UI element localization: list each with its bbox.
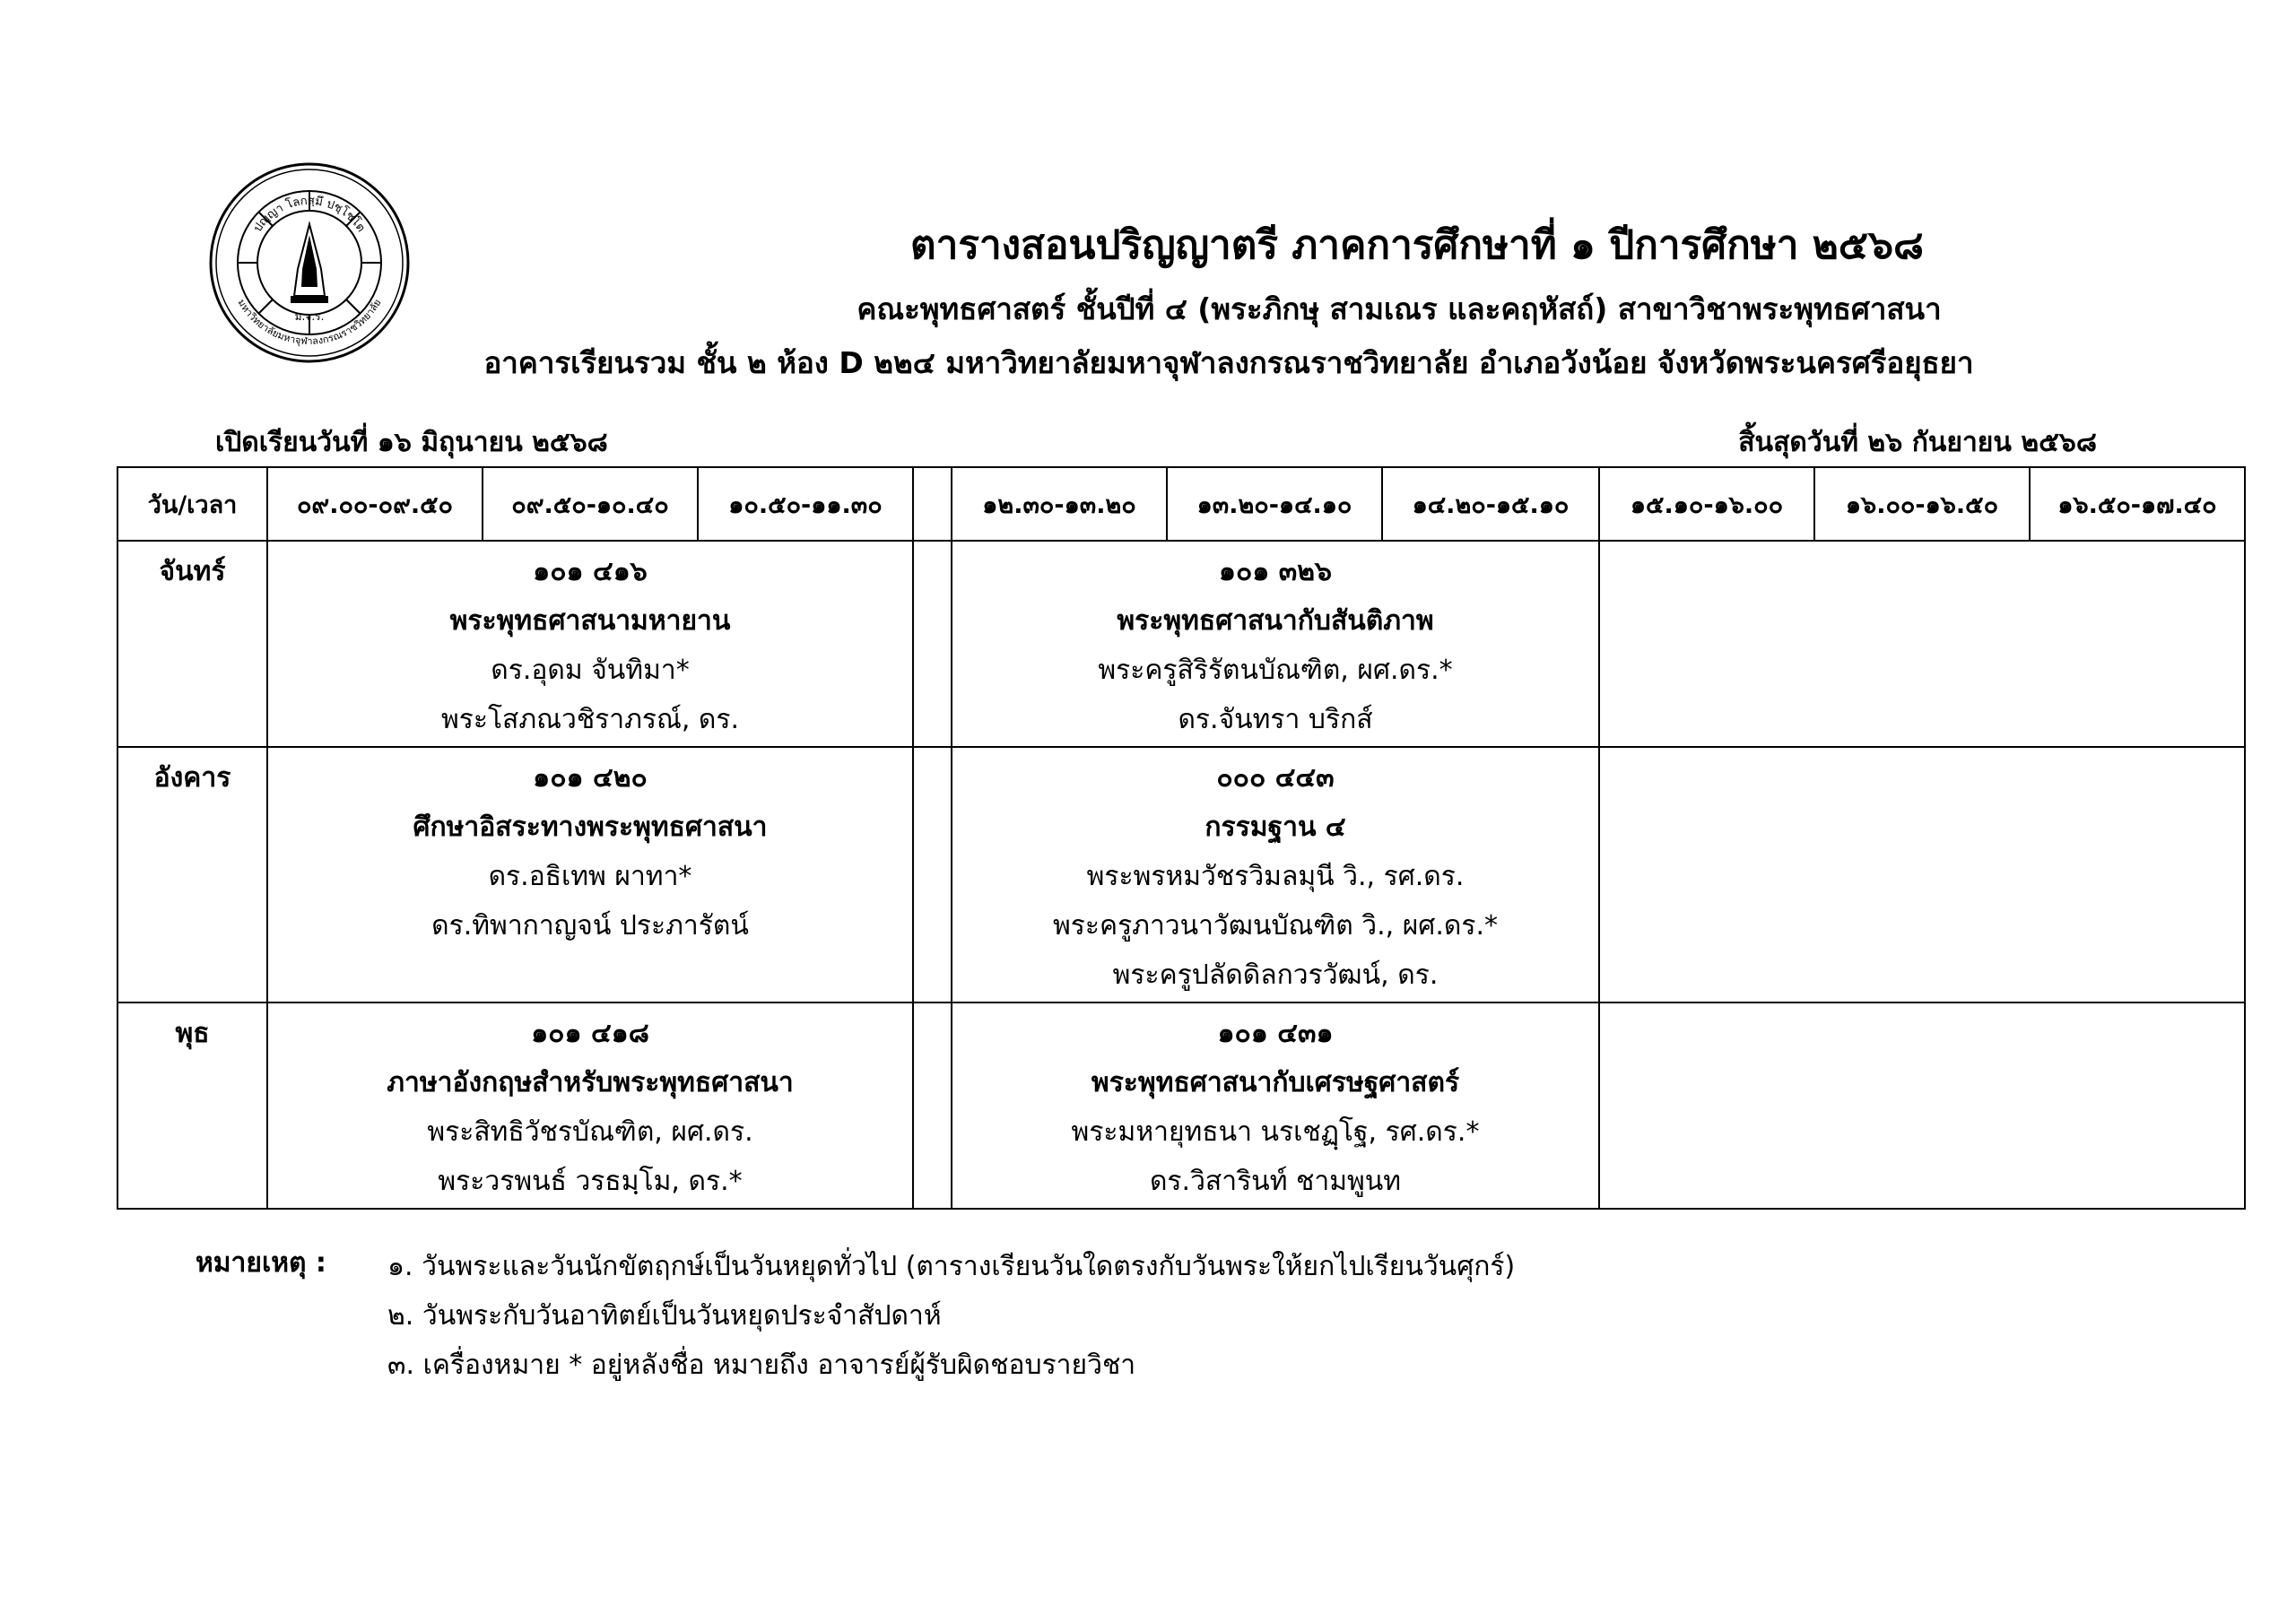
table-row — [117, 747, 2245, 1002]
table-row — [117, 1002, 2245, 1209]
course-title: พระพุทธศาสนากับสันติภาพ — [1117, 605, 1434, 637]
slot-header: ๑๓.๒๐-๑๔.๑๐ — [1167, 467, 1382, 541]
course-code: ๑๐๑ ๔๒๐ — [533, 762, 648, 794]
open-date: เปิดเรียนวันที่ ๑๖ มิถุนายน ๒๕๖๘ — [215, 427, 608, 458]
instructor: พระโสภณวชิราภรณ์, ดร. — [440, 704, 740, 735]
faculty-line: คณะพุทธศาสตร์ ชั้นปีที่ ๔ (พระภิกษุ สามเณร และคฤหัสถ์) สาขาวิชาพระพุทธศาสนา — [857, 291, 1942, 326]
table-row — [117, 541, 2245, 747]
logo-arc-text: ปญฺญา โลกสฺมึ ปชฺโชโต — [251, 194, 368, 235]
day-label: จันทร์ — [117, 541, 267, 747]
instructor: พระครูสิริรัตนบัณฑิต, ผศ.ดร.* — [1098, 655, 1453, 686]
break-cell — [913, 541, 952, 747]
logo-badge: ม.จ.ร. — [294, 310, 325, 323]
day-time-header: วัน/เวลา — [117, 467, 267, 541]
instructor: ดร.วิสารินท์ ชามพูนท — [1149, 1166, 1402, 1197]
header-row — [117, 467, 2245, 541]
break-column-header — [913, 467, 952, 541]
empty-cell — [1599, 1002, 2245, 1209]
instructor: พระวรพนธ์ วรธมฺโม, ดร.* — [438, 1166, 743, 1197]
course-title: พระพุทธศาสนากับเศรษฐศาสตร์ — [1091, 1067, 1460, 1098]
course-title: ศึกษาอิสระทางพระพุทธศาสนา — [413, 812, 768, 843]
course-cell — [267, 747, 913, 1002]
slot-header: ๐๙.๕๐-๑๐.๔๐ — [483, 467, 698, 541]
day-label: อังคาร — [117, 747, 267, 1002]
slot-header: ๑๕.๑๐-๑๖.๐๐ — [1599, 467, 1814, 541]
slot-header: ๑๒.๓๐-๑๓.๒๐ — [952, 467, 1167, 541]
day-label: พุธ — [117, 1002, 267, 1209]
course-code: ๑๐๑ ๔๓๑ — [1217, 1018, 1334, 1049]
notes-label: หมายเหตุ : — [196, 1247, 326, 1279]
slot-header: ๑๖.๐๐-๑๖.๕๐ — [1814, 467, 2030, 541]
break-cell — [913, 747, 952, 1002]
course-cell — [952, 747, 1599, 1002]
slot-header: ๑๖.๕๐-๑๗.๔๐ — [2030, 467, 2245, 541]
note-item: ๑. วันพระและวันนักขัตฤกษ์เป็นวันหยุดทั่วไป (ตารางเรียนวันใดตรงกับวันพระให้ยกไปเรียนวันศุกร์) — [387, 1251, 1516, 1282]
course-cell — [267, 1002, 913, 1209]
instructor: พระพรหมวัชรวิมลมุนี วิ., รศ.ดร. — [1086, 861, 1465, 892]
course-code: ๑๐๑ ๔๑๘ — [531, 1018, 649, 1049]
empty-cell — [1599, 747, 2245, 1002]
course-cell — [267, 541, 913, 747]
instructor: พระสิทธิวัชรบัณฑิต, ผศ.ดร. — [427, 1116, 753, 1148]
instructor: พระครูภาวนาวัฒนบัณฑิต วิ., ผศ.ดร.* — [1053, 910, 1498, 942]
course-code: ๑๐๑ ๓๒๖ — [1218, 556, 1333, 587]
instructor: ดร.ทิพากาญจน์ ประภารัตน์ — [431, 910, 749, 942]
course-cell — [952, 1002, 1599, 1209]
course-cell — [952, 541, 1599, 747]
logo-ring-text: มหาวิทยาลัยมหาจุฬาลงกรณราชวิทยาลัย — [235, 297, 384, 348]
break-cell — [913, 1002, 952, 1209]
end-date: สิ้นสุดวันที่ ๒๖ กันยายน ๒๕๖๘ — [1738, 427, 2097, 458]
schedule-table — [117, 466, 2246, 1210]
course-code: ๑๐๑ ๔๑๖ — [533, 556, 648, 587]
slot-header: ๐๙.๐๐-๐๙.๕๐ — [267, 467, 483, 541]
location-line: อาคารเรียนรวม ชั้น ๒ ห้อง D ๒๒๔ มหาวิทยาลัยมหาจุฬาลงกรณราชวิทยาลัย อำเภอวังน้อย จังหวัดพระนครศรีอยุธยา — [483, 345, 1974, 380]
note-item: ๒. วันพระกับวันอาทิตย์เป็นวันหยุดประจำสัปดาห์ — [387, 1300, 942, 1332]
note-item: ๓. เครื่องหมาย * อยู่หลังชื่อ หมายถึง อาจารย์ผู้รับผิดชอบรายวิชา — [387, 1350, 1136, 1381]
page-title: ตารางสอนปริญญาตรี ภาคการศึกษาที่ ๑ ปีการศึกษา ๒๕๖๘ — [910, 222, 1924, 268]
instructor: ดร.อุดม จันทิมา* — [491, 655, 690, 686]
course-title: พระพุทธศาสนามหายาน — [449, 605, 731, 637]
course-title: กรรมฐาน ๔ — [1205, 812, 1346, 843]
empty-cell — [1599, 541, 2245, 747]
instructor: ดร.จันทรา บริกส์ — [1178, 704, 1373, 735]
instructor: พระครูปลัดดิลกวรวัฒน์, ดร. — [1112, 959, 1439, 991]
instructor: พระมหายุทธนา นรเชฏฺโฐ, รศ.ดร.* — [1071, 1116, 1480, 1148]
course-code: ๐๐๐ ๔๔๓ — [1216, 762, 1335, 794]
slot-header: ๑๐.๕๐-๑๑.๓๐ — [698, 467, 913, 541]
notes-list — [387, 1242, 1515, 1390]
instructor: ดร.อธิเทพ ผาทา* — [488, 861, 692, 892]
slot-header: ๑๔.๒๐-๑๕.๑๐ — [1382, 467, 1599, 541]
course-title: ภาษาอังกฤษสำหรับพระพุทธศาสนา — [387, 1067, 794, 1098]
